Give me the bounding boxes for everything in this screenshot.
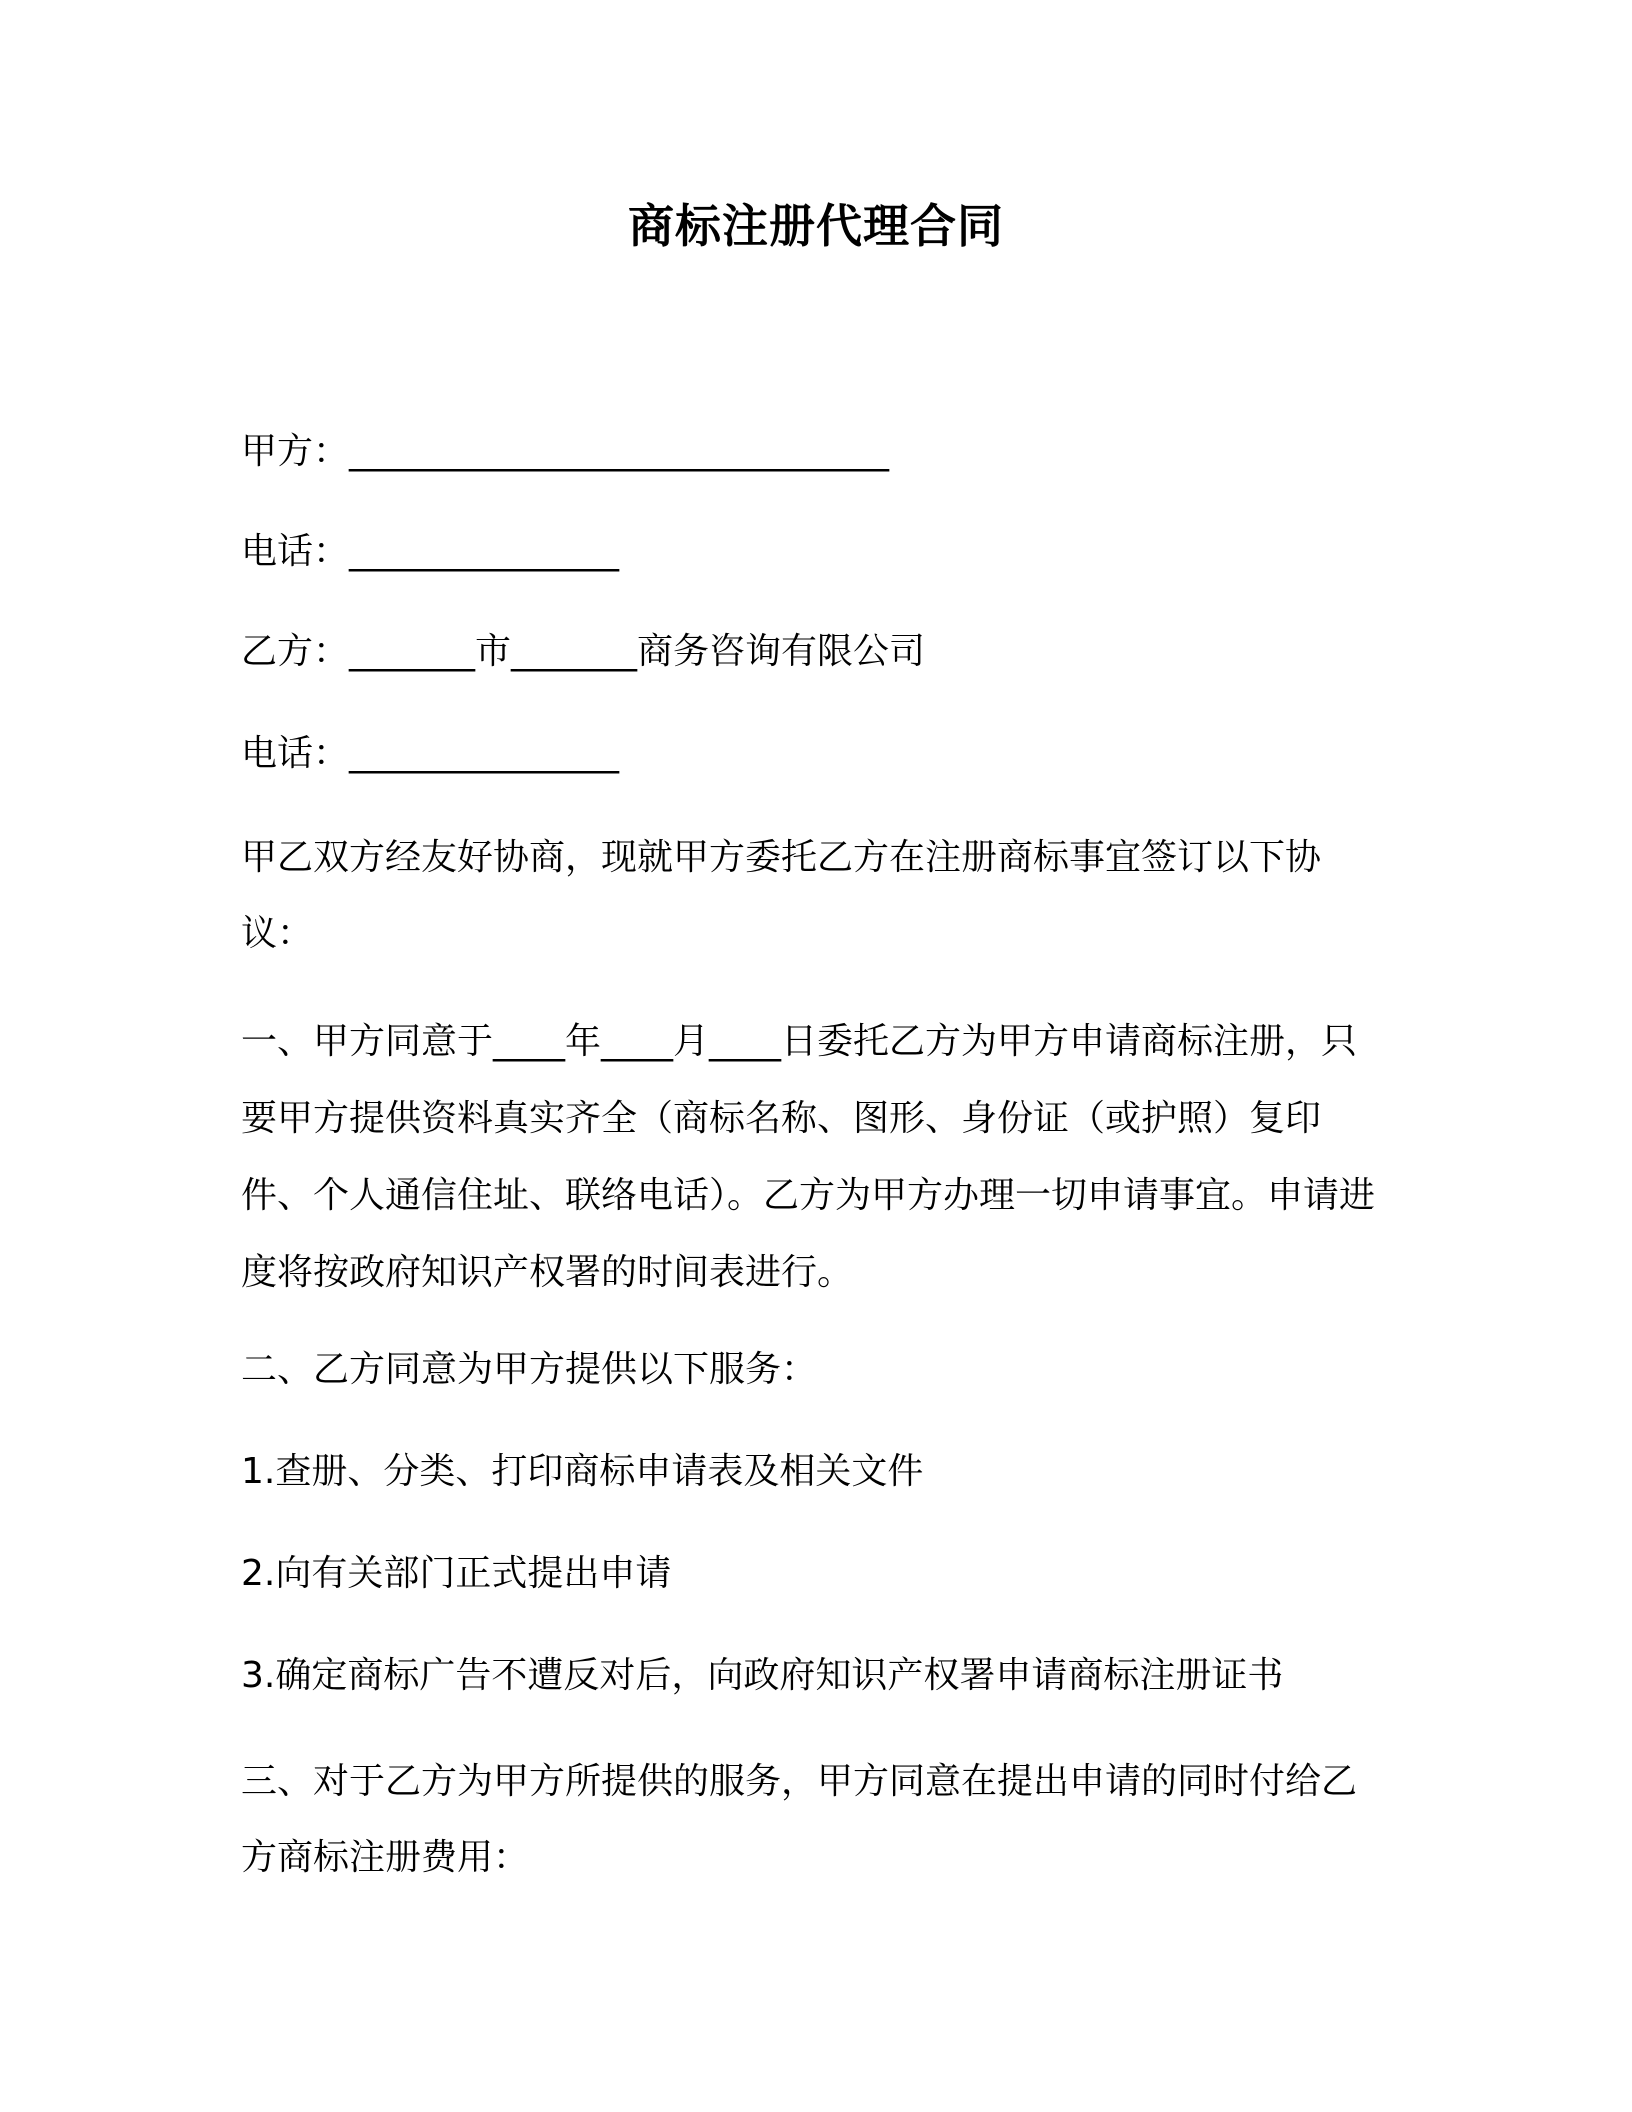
party-b-line: 乙方：_______市_______商务咨询有限公司: [241, 631, 926, 672]
service-item-2: 2.向有关部门正式提出申请: [241, 1553, 672, 1594]
phone-a-line: 电话：_______________: [241, 531, 620, 572]
intro-paragraph: 甲乙双方经友好协商，现就甲方委托乙方在注册商标事宜签订以下协议：: [241, 837, 1322, 954]
party-a-line: 甲方：______________________________: [241, 431, 890, 472]
clause-2-heading: 二、乙方同意为甲方提供以下服务：: [241, 1349, 818, 1390]
clause-3-paragraph: 三、对于乙方为甲方所提供的服务，甲方同意在提出申请的同时付给乙方商标注册费用：: [241, 1761, 1358, 1878]
phone-b-line: 电话：_______________: [241, 733, 620, 774]
service-item-1: 1.查册、分类、打印商标申请表及相关文件: [241, 1451, 924, 1492]
clause-1-paragraph: 一、甲方同意于____年____月____日委托乙方为甲方申请商标注册，只要甲方提供资料真实齐全（商标名称、图形、身份证（或护照）复印件、个人通信住址、联络电话）。乙方为甲方办理一切申请事宜。申请进度将按政府知识产权署的时间表进行。: [241, 1021, 1376, 1293]
service-item-3: 3.确定商标广告不遭反对后，向政府知识产权署申请商标注册证书: [241, 1655, 1284, 1696]
document-title: 商标注册代理合同: [628, 199, 1004, 253]
